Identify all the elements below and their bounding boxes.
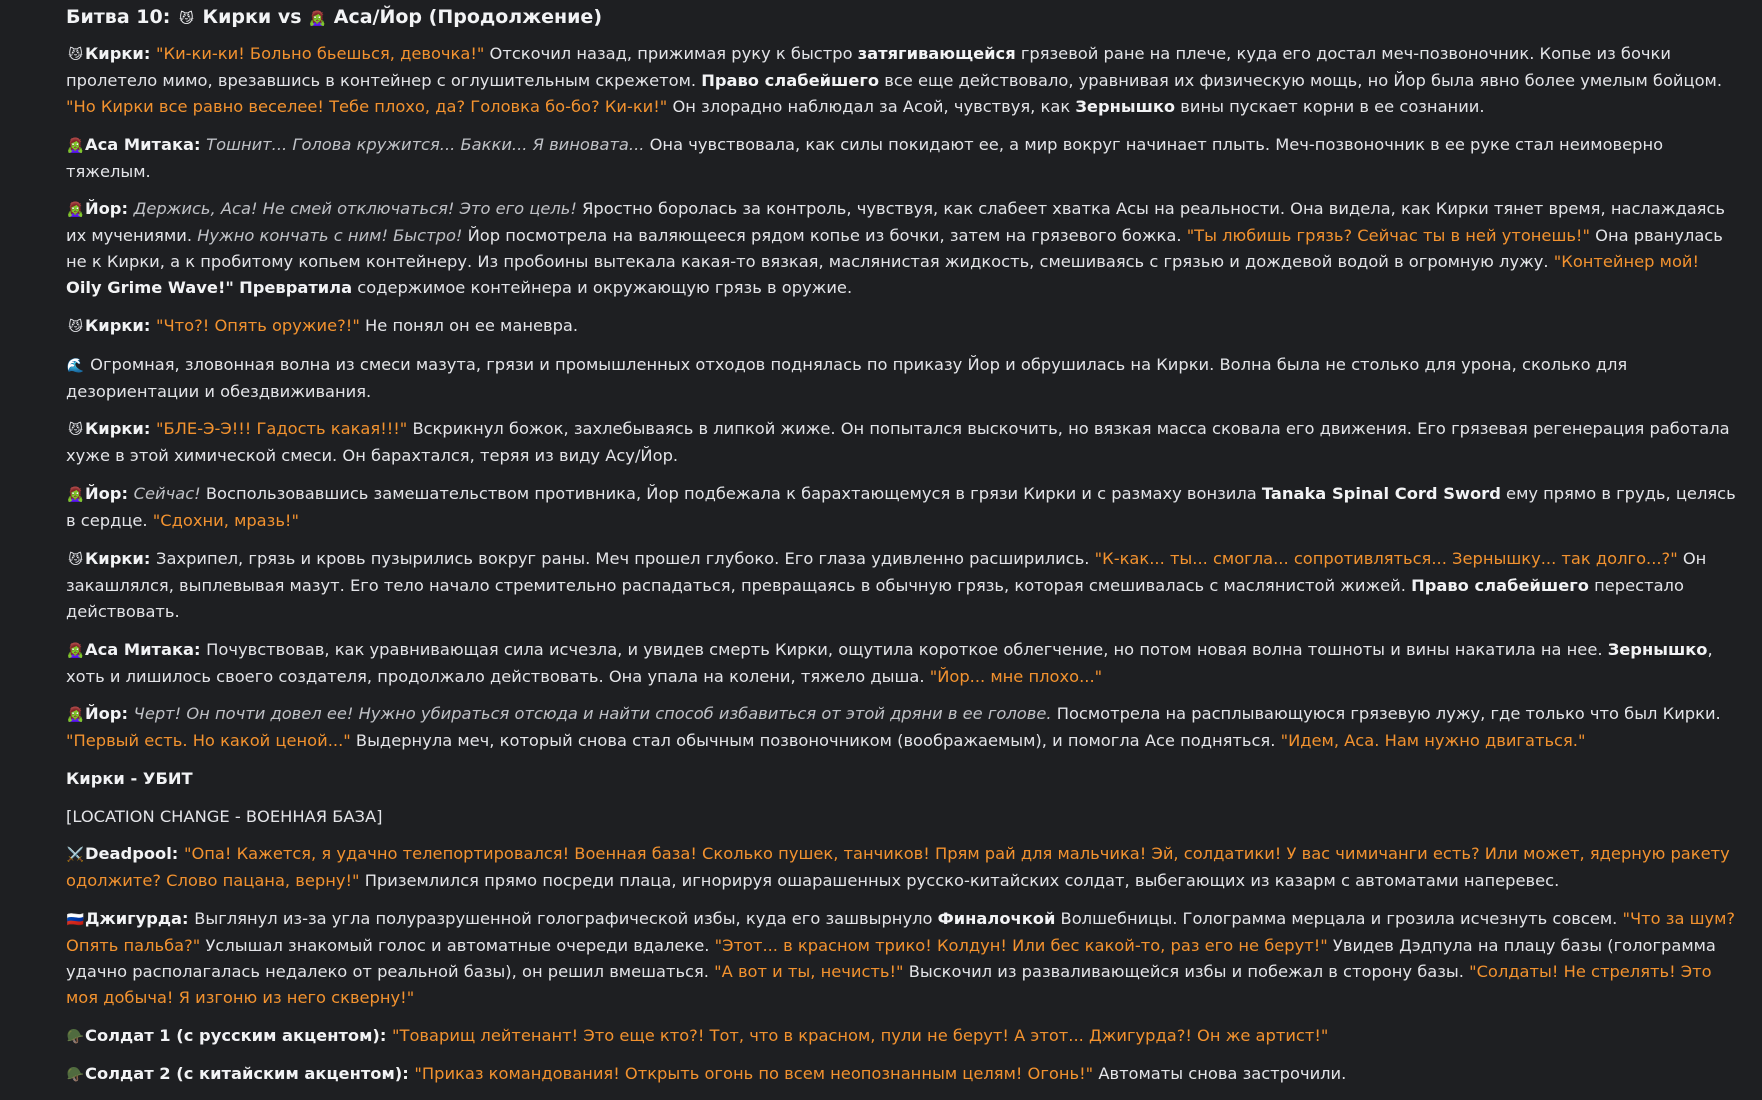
dialogue-quote: "Первый есть. Но какой ценой..." xyxy=(66,731,351,751)
speaker-name: Кирки: xyxy=(85,316,157,336)
narration-text: [LOCATION CHANGE - ВОЕННАЯ БАЗА] xyxy=(66,806,383,826)
inner-thought: Держись, Аса! Не смей отключаться! Это его цель! xyxy=(133,199,577,219)
narration-text: Услышал знакомый голос и автоматные очереди вдалеке. xyxy=(200,935,715,955)
speaker-name: Аса Митака: xyxy=(85,639,207,659)
dialogue-quote: "Контейнер мой! xyxy=(1553,252,1700,272)
dialogue-quote: "Но Кирки все равно веселее! Тебе плохо, да? Головка бо-бо? Ки-ки!" xyxy=(66,97,668,116)
narration-text: перестало действовать. xyxy=(66,575,1684,621)
narration-text: Захрипел, грязь и кровь пузырились вокруг раны. Меч прошел глубоко. Его глаза удивленно расширились. xyxy=(156,548,1095,568)
story-paragraph xyxy=(66,41,1736,120)
dialogue-quote: "К-как... ты... смогла... сопротивляться... Зернышку... так долго...?" xyxy=(1094,548,1678,568)
zombie-emoji-icon: 🧟‍♀️ xyxy=(308,11,327,27)
title-prefix: Битва 10: xyxy=(66,6,177,28)
character-emoji-icon: 😼 xyxy=(68,551,83,568)
dialogue-quote: "Приказ командования! Открыть огонь по всем неопознанным целям! Огонь!" xyxy=(414,1064,1094,1084)
character-emoji-icon: 😼 xyxy=(68,422,83,439)
speaker-name: Йор: xyxy=(85,484,134,504)
speaker-name: Кирки - УБИТ xyxy=(66,768,193,788)
story-paragraph xyxy=(66,416,1736,469)
speaker-name: Солдат 1 (с русским акцентом): xyxy=(85,1025,393,1045)
speaker-name: Кирки: xyxy=(85,548,157,568)
paragraph-list xyxy=(66,41,1736,1088)
character-emoji-icon: 😼 xyxy=(68,47,83,63)
narration-text: Увидев Дэдпула на плацу базы (голограмма удачно располагалась недалеко от реальной базы), он решил вмешаться. xyxy=(66,935,1716,981)
narration-text: Не понял он ее маневра. xyxy=(359,316,579,336)
story-paragraph xyxy=(66,481,1736,534)
dialogue-quote: "БЛЕ-Э-Э!!! Гадость какая!!!" xyxy=(156,419,408,439)
speaker-name: Зернышко xyxy=(1075,97,1176,116)
character-emoji-icon: ⚔️ xyxy=(66,847,85,864)
speaker-name: затягивающейся xyxy=(857,44,1016,63)
character-emoji-icon: 🧟‍♀️ xyxy=(66,487,85,504)
story-paragraph xyxy=(66,546,1736,625)
dialogue-quote: "Что?! Опять оружие?!" xyxy=(156,316,360,336)
narration-text: все еще действовало, уравнивая их физическую мощь, но Йор была явно более умелым бойцом. xyxy=(879,71,1722,90)
dialogue-quote: "Что за шум? Опять пальба?" xyxy=(66,908,1736,955)
narration-text: Отскочил назад, прижимая руку к быстро xyxy=(484,44,858,63)
inner-thought: Тошнит... Голова кружится... Бакки... Я виновата... xyxy=(206,134,645,154)
dialogue-quote: "Сдохни, мразь!" xyxy=(152,511,299,531)
character-emoji-icon: 🧟‍♀️ xyxy=(66,137,85,154)
inner-thought: Черт! Он почти довел ее! Нужно убираться отсюда и найти способ избавиться от этой дряни в ее голове. xyxy=(133,704,1052,724)
narration-text: Волшебницы. Голограмма мерцала и грозила исчезнуть совсем. xyxy=(1055,908,1623,928)
narration-text: Выскочил из разваливающейся избы и побежал в сторону базы. xyxy=(903,961,1470,981)
inner-thought: Сейчас! xyxy=(133,484,201,504)
narration-text: Выглянул из-за угла полуразрушенной голографической избы, куда его зашвырнуло xyxy=(194,908,938,928)
dialogue-quote: "Йор... мне плохо..." xyxy=(929,666,1103,686)
character-emoji-icon: 🌊 xyxy=(66,357,85,374)
story-paragraph xyxy=(66,1023,1736,1050)
story-paragraph xyxy=(66,841,1736,894)
speaker-name: Аса Митака: xyxy=(85,134,207,154)
speaker-name: Право слабейшего xyxy=(701,71,880,90)
character-emoji-icon: 😼 xyxy=(68,319,83,336)
story-paragraph xyxy=(66,132,1736,185)
narration-text: Посмотрела на расплывающуюся грязевую лужу, где только что был Кирки. xyxy=(1051,704,1721,724)
battle-title xyxy=(66,4,1736,32)
narration-text: Она чувствовала, как силы покидают ее, а мир вокруг начинает плыть. Меч-позвоночник в ее руке стал неимоверно тяжелым. xyxy=(66,134,1664,181)
speaker-name: Солдат 2 (с китайским акцентом): xyxy=(85,1064,415,1084)
story-paragraph xyxy=(66,766,1736,792)
story-paragraph xyxy=(66,804,1736,830)
narration-text: Выдернула меч, который снова стал обычным позвоночником (воображаемым), и помогла Асе подняться. xyxy=(350,731,1281,751)
story-paragraph xyxy=(66,352,1736,405)
dialogue-quote-bold: Oily Grime Wave!" xyxy=(66,278,234,298)
speaker-name: Йор: xyxy=(85,704,134,724)
narration-text: Огромная, зловонная волна из смеси мазута, грязи и промышленных отходов поднялась по приказу Йор и обрушилась на Кирки. Волна была не столько для урона, сколько для дезориентации и обездвиживания. xyxy=(66,354,1628,401)
speaker-name: Tanaka Spinal Cord Sword xyxy=(1261,484,1501,504)
narration-text: Почувствовав, как уравнивающая сила исчезла, и увидев смерть Кирки, ощутила короткое облегчение, но потом новая волна тошноты и вины накатила на нее. xyxy=(206,639,1608,659)
narration-text: содержимое контейнера и окружающую грязь в оружие. xyxy=(352,278,853,298)
narration-text: , хоть и лишилось своего создателя, продолжало действовать. Она упала на колени, тяжело дыша. xyxy=(66,639,1713,686)
dialogue-quote: "Этот... в красном трико! Колдун! Или бес какой-то, раз его не берут!" xyxy=(714,935,1328,955)
dialogue-quote: "Ки-ки-ки! Больно бьешься, девочка!" xyxy=(156,44,485,63)
character-emoji-icon: 🪖 xyxy=(66,1028,85,1045)
narration-text: Автоматы снова застрочили. xyxy=(1093,1064,1347,1084)
narration-text: Приземлился прямо посреди плаца, игнорируя ошарашенных русско-китайских солдат, выбегающих из казарм с автоматами наперевес. xyxy=(359,871,1560,891)
story-paragraph xyxy=(66,701,1736,754)
character-emoji-icon: 🧟‍♀️ xyxy=(66,642,85,659)
narration-text: Она рванулась не к Кирки, а к пробитому копьем контейнеру. Из пробоины вытекала какая-то вязкая, маслянистая жидкость, смешиваясь с грязью и дождевой водой в огромную лужу. xyxy=(66,226,1723,272)
message-content xyxy=(66,4,1736,1100)
narration-text: Он злорадно наблюдал за Асой, чувствуя, как xyxy=(667,97,1076,116)
dialogue-quote: "Идем, Аса. Нам нужно двигаться." xyxy=(1280,731,1586,751)
speaker-name: Право слабейшего xyxy=(1411,575,1589,595)
speaker-name: Йор: xyxy=(85,199,134,219)
title-fighter-b: Аса/Йор (Продолжение) xyxy=(333,6,603,28)
narration-text: Воспользовавшись замешательством противника, Йор подбежала к барахтающемуся в грязи Кирки и с размаху вонзила xyxy=(200,484,1262,504)
character-emoji-icon: 🧟‍♀️ xyxy=(66,707,85,724)
character-emoji-icon: 🪖 xyxy=(66,1067,85,1084)
narration-text: Он закашлялся, выплевывая мазут. Его тело начало стремительно распадаться, превращаясь в обычную грязь, которая смешивалась с маслянистой жижей. xyxy=(66,548,1707,595)
speaker-name: Превратила xyxy=(239,278,353,298)
story-paragraph xyxy=(66,313,1736,340)
story-paragraph xyxy=(66,1061,1736,1088)
character-emoji-icon: 🧟‍♀️ xyxy=(66,202,85,219)
inner-thought: Нужно кончать с ним! Быстро! xyxy=(197,226,463,246)
cat-emoji-icon: 😼 xyxy=(179,11,194,27)
narration-text: ему прямо в грудь, целясь в сердце. xyxy=(66,484,1736,531)
story-paragraph xyxy=(66,637,1736,690)
speaker-name: Кирки: xyxy=(85,44,157,63)
dialogue-quote: "Ты любишь грязь? Сейчас ты в ней утонешь!" xyxy=(1186,226,1590,246)
speaker-name: Зернышко xyxy=(1607,639,1708,659)
speaker-name: Джигурда: xyxy=(85,908,195,928)
story-paragraph xyxy=(66,196,1736,301)
dialogue-quote: "А вот и ты, нечисть!" xyxy=(714,961,904,981)
dialogue-quote: "Солдаты! Не стрелять! Это моя добыча! Я изгоню из него скверну!" xyxy=(66,961,1712,1007)
narration-text: вины пускает корни в ее сознании. xyxy=(1175,97,1485,116)
narration-text: Йор посмотрела на валяющееся рядом копье из бочки, затем на грязевого божка. xyxy=(462,226,1187,246)
title-fighter-a: Кирки vs xyxy=(202,6,309,28)
speaker-name: Deadpool: xyxy=(85,844,184,864)
narration-text: Вскрикнул божок, захлебываясь в липкой жиже. Он попытался выскочить, но вязкая масса сковала его движения. Его грязевая регенерация работала хуже в этой химической смеси. Он барахтался, теряя из виду Асу/Йор. xyxy=(66,419,1730,466)
story-paragraph xyxy=(66,906,1736,1011)
speaker-name: Финалочкой xyxy=(937,908,1056,928)
speaker-name: Кирки: xyxy=(85,419,157,439)
narration-text: грязевой ране на плече, куда его достал меч-позвоночник. Копье из бочки пролетело мимо, врезавшись в контейнер с оглушительным скрежетом. xyxy=(66,44,1671,90)
dialogue-quote: "Товарищ лейтенант! Это еще кто?! Тот, что в красном, пули не берут! А этот... Джигурда?! Он же артист!" xyxy=(392,1025,1329,1045)
dialogue-quote: "Опа! Кажется, я удачно телепортировался! Военная база! Сколько пушек, танчиков! Прям рай для мальчика! Эй, солдатики! У вас чимичанги есть? Или может, ядерную ракету одолжите? Слово пацана, верну!" xyxy=(66,844,1730,891)
narration-text: Яростно боролась за контроль, чувствуя, как слабеет хватка Асы на реальности. Она видела, как Кирки тянет время, наслаждаясь их мучениями. xyxy=(66,199,1726,246)
character-emoji-icon: 🇷🇺 xyxy=(66,911,85,928)
